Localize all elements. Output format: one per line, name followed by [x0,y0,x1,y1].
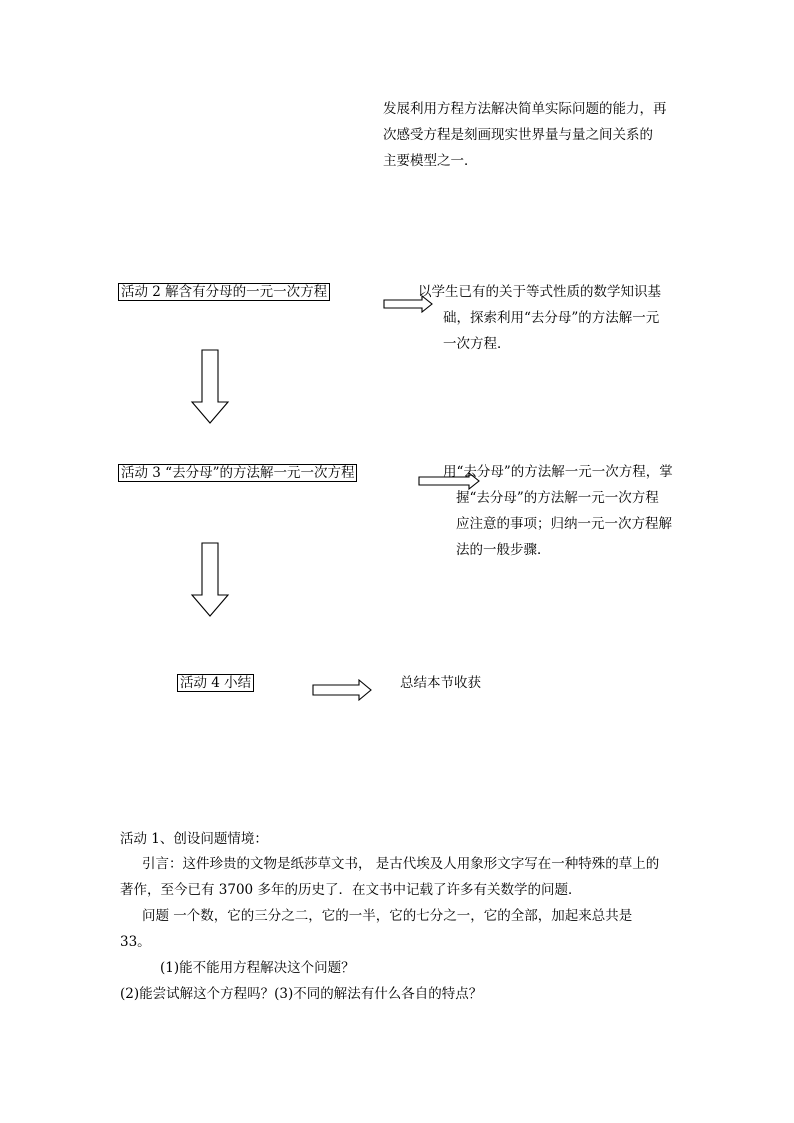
intro-line-2: 次感受方程是刻画现实世界量与量之间关系的 [383,127,653,143]
problem-line-2: 33。 [120,934,151,950]
activity-3-desc-line-4: 法的一般步骤． [456,542,551,558]
activity-2-box: 活动 2 解含有分母的一元一次方程 [118,283,330,301]
section-title: 活动 1、创设问题情境： [120,831,268,847]
activity-3-desc-line-2: 握“去分母”的方法解一元一次方程 [456,490,659,506]
question-1: (1)能不能用方程解决这个问题？ [160,960,355,976]
activity-2-desc-line-1: 以学生已有的关于等式性质的数学知识基 [418,284,661,300]
activity-3-box: 活动 3 “去分母”的方法解一元一次方程 [118,464,357,482]
activity-3-desc-line-3: 应注意的事项；归纳一元一次方程解 [456,516,672,532]
problem-line-1: 问题 一个数，它的三分之二，它的一半，它的七分之一，它的全部，加起来总共是 [142,908,633,924]
question-2: (2)能尝试解这个方程吗？(3)不同的解法有什么各自的特点？ [120,986,483,1002]
quote-line-2: 著作，至今已有 3700 多年的历史了．在文书中记载了许多有关数学的问题． [120,882,582,898]
activity-2-desc-line-3: 一次方程． [443,336,511,352]
down-arrow-icon [191,543,231,617]
activity-2-desc-line-2: 础，探索利用“去分母”的方法解一元 [443,310,660,326]
down-arrow-icon [191,350,231,424]
activity-4-box: 活动 4 小结 [177,674,254,692]
activity-3-desc-line-1: 用“去分母”的方法解一元一次方程，掌 [443,464,673,480]
right-arrow-icon [419,473,481,489]
activity-4-description: 总结本节收获 [400,675,481,691]
intro-line-1: 发展利用方程方法解决简单实际问题的能力，再 [383,101,667,117]
quote-line-1: 引言：这件珍贵的文物是纸莎草文书， 是古代埃及人用象形文字写在一种特殊的草上的 [142,856,660,872]
right-arrow-icon [313,680,373,700]
intro-line-3: 主要模型之一． [383,153,478,169]
